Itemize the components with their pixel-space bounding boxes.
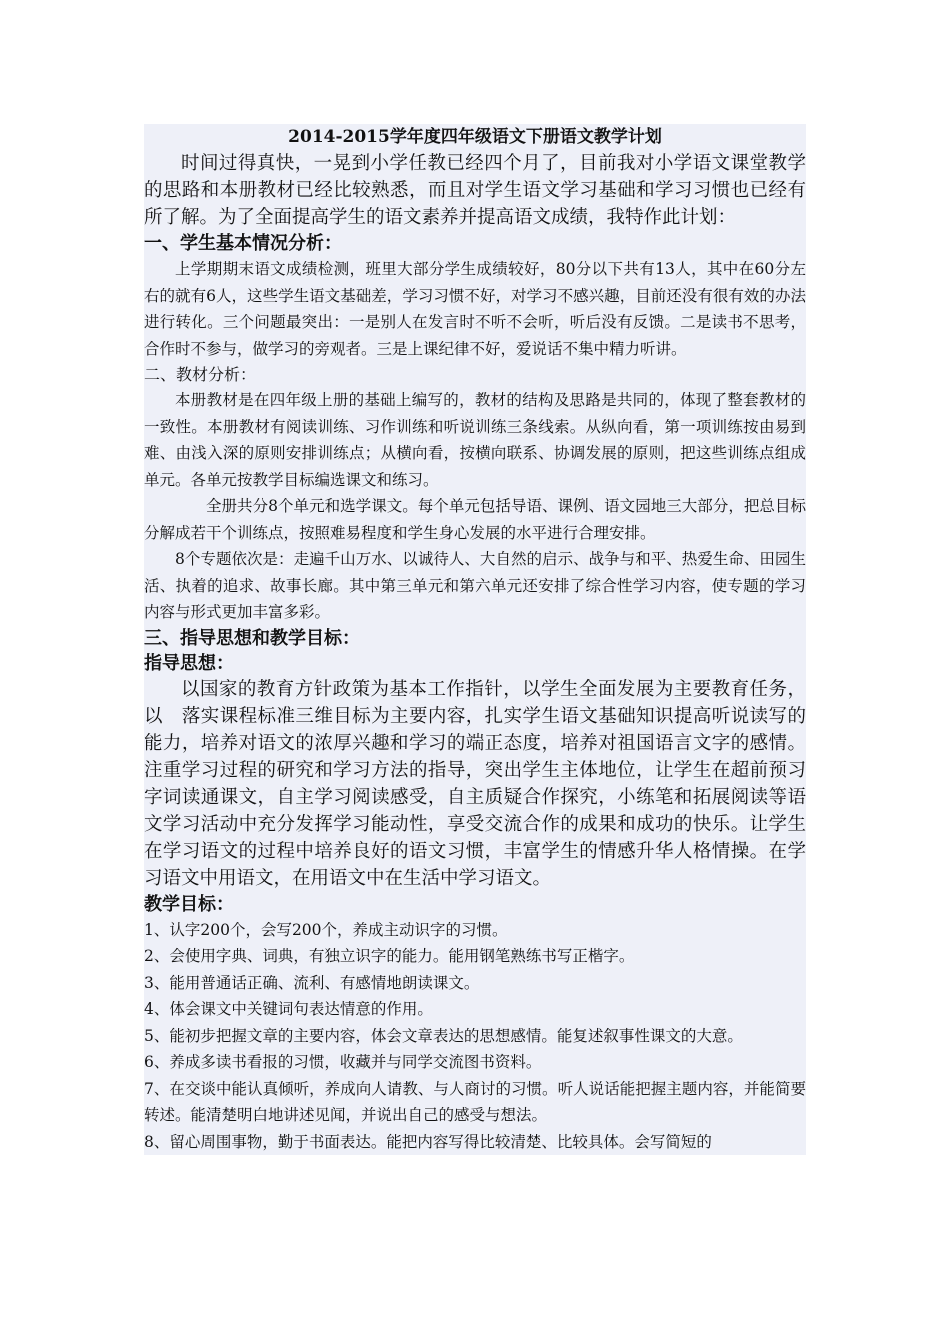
section1-body: 上学期期末语文成绩检测，班里大部分学生成绩较好，80分以下共有13人，其中在60分左右的就有6人，这些学生语文基础差，学习习惯不好，对学习不感兴趣，目前还没有很有效的办法进行转化。三个问题最突出：一是别人在发言时不听不会听，听后没有反馈。二是读书不思考，合作时不参与，做学习的旁观者。三是上课纪律不好，爱说话不集中精力听讲。 (144, 260, 806, 358)
guiding-subheading: 指导思想： (144, 652, 234, 674)
goals-subheading: 教学目标： (144, 893, 234, 915)
section2-paragraph-3: 8个专题依次是：走遍千山万水、以诚待人、大自然的启示、战争与和平、热爱生命、田园生活、执着的追求、故事长廊。其中第三单元和第六单元还安排了综合性学习内容，使专题的学习内容与形式更加丰富多彩。 (144, 550, 806, 621)
goal-item: 3、能用普通话正确、流利、有感情地朗读课文。 (144, 973, 480, 992)
goal-item: 1、认字200个，会写200个，养成主动识字的习惯。 (144, 920, 508, 939)
goal-item: 7、在交谈中能认真倾听，养成向人请教、与人商讨的习惯。听人说话能把握主题内容，并能简要转述。能清楚明白地讲述见闻，并说出自己的感受与想法。 (144, 1079, 806, 1124)
document-content (144, 124, 806, 1155)
goal-item: 2、会使用字典、词典，有独立识字的能力。能用钢笔熟练书写正楷字。 (144, 947, 635, 965)
section1-heading: 一、学生基本情况分析： (144, 233, 342, 254)
guiding-paragraph: 以国家的教育方针政策为基本工作指针，以学生全面发展为主要教育任务，以 落实课程标准三维目标为主要内容，扎实学生语文基础知识提高听说读写的能力，培养对语文的浓厚兴趣和学习的端正态度，培养对祖国语言文字的感情。注重学习过程的研究和学习方法的指导，突出学生主体地位，让学生在超前预习字词读通课文，自主学习阅读感受，自主质疑合作探究，小练笔和拓展阅读等语文学习活动中充分发挥学习能动性，享受交流合作的成果和成功的快乐。让学生在学习语文的过程中培养良好的语文习惯，丰富学生的情感升华人格情操。在学习语文中用语文，在用语文中在生活中学习语文。 (144, 678, 806, 889)
section2-paragraph-1: 本册教材是在四年级上册的基础上编写的，教材的结构及思路是共同的，体现了整套教材的一致性。本册教材有阅读训练、习作训练和听说训练三条线索。从纵向看，第一项训练按由易到难、由浅入深的原则安排训练点；从横向看，按横向联系、协调发展的原则，把这些训练点组成单元。各单元按教学目标编选课文和练习。 (144, 391, 806, 489)
goal-item: 6、养成多读书看报的习惯，收藏并与同学交流图书资料。 (144, 1053, 542, 1071)
goal-item: 8、留心周围事物，勤于书面表达。能把内容写得比较清楚、比较具体。会写简短的 (144, 1132, 712, 1151)
section2-paragraph-2: 全册共分8个单元和选学课文。每个单元包括导语、课例、语文园地三大部分，把总目标分解成若干个训练点，按照难易程度和学生身心发展的水平进行合理安排。 (144, 497, 806, 542)
goal-item: 4、体会课文中关键词句表达情意的作用。 (144, 1000, 433, 1018)
section2-heading: 二、教材分析： (144, 365, 257, 384)
intro-paragraph: 时间过得真快，一晃到小学任教已经四个月了，目前我对小学语文课堂教学的思路和本册教材已经比较熟悉，而且对学生语文学习基础和学习习惯也已经有所了解。为了全面提高学生的语文素养并提高语文成绩，我特作此计划： (144, 153, 806, 228)
goals-list (144, 917, 806, 1156)
goal-item: 5、能初步把握文章的主要内容，体会文章表达的思想感情。能复述叙事性课文的大意。 (144, 1026, 743, 1045)
document-title: 2014-2015学年度四年级语文下册语文教学计划 (288, 127, 662, 147)
section3-heading: 三、指导思想和教学目标： (144, 627, 360, 649)
